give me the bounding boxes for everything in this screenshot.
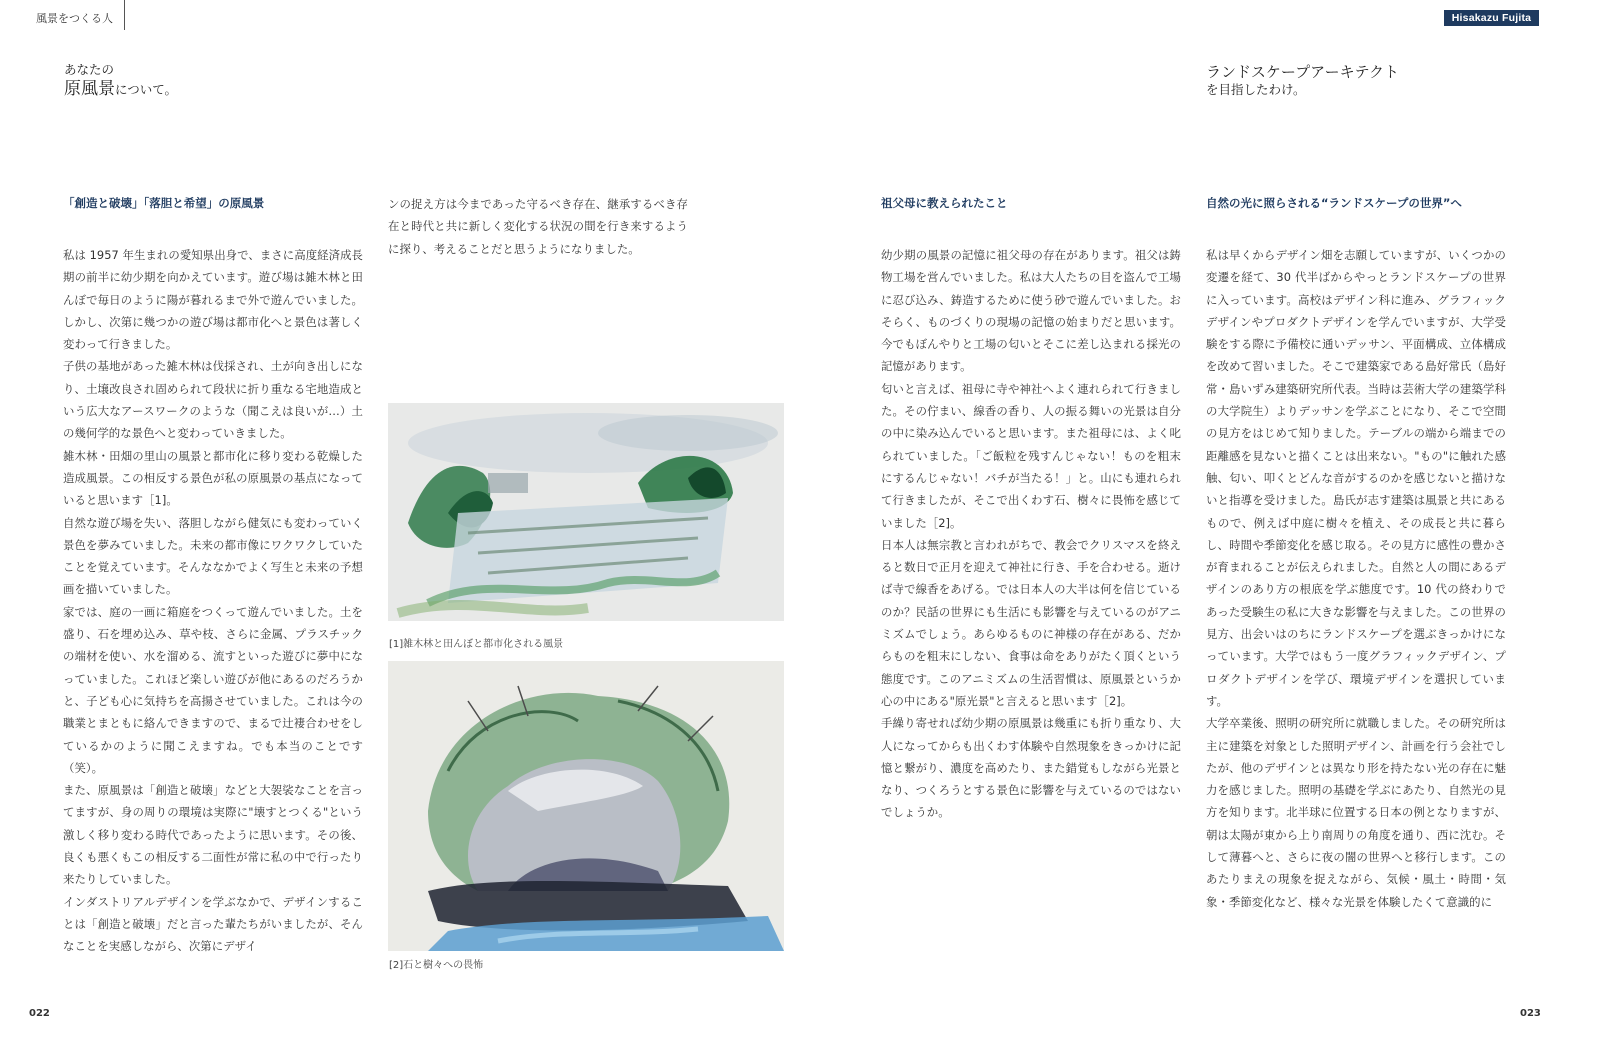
col4-body [1206,244,1506,913]
column-1 [63,196,363,958]
column-4 [1206,196,1506,913]
figure-2-caption: [2]石と樹々への畏怖 [389,960,484,971]
figure-stone-painting [388,661,784,951]
title-right-big: ランドスケープアーキテクト [1206,63,1400,81]
col1-paragraph: 雑木林・田畑の里山の風景と都市化に移り変わる乾燥した造成風景。この相反する景色が私の原風景の基点になっていると思います［1]。 [63,448,363,508]
col1-paragraph: インダストリアルデザインを学ぶなかで、デザインすることは「創造と破壊」だと言った輩たちがいましたが、そんなことを実感しながら、次第にデザイ [63,894,363,954]
page-title-right [1206,62,1399,98]
col1-body [63,244,363,958]
col4-heading: 自然の光に照らされる“ランドスケープの世界”へ [1206,196,1462,210]
col3-paragraph: 手繰り寄せれば幼少期の原風景は幾重にも折り重なり、大人になってからも出くわす体験や自然現象をきっかけに記憶と繋がり、濃度を高めたり、また錯覚もしながら光景となり、つくろうとする景色に影響を与えているのではないでしょうか。 [881,716,1181,820]
page-number-right: 023 [1520,1008,1541,1019]
figure-landscape-painting [388,403,784,621]
col2-paragraph: ンの捉え方は今まであった守るべき存在、継承するべき存在と時代と共に新しく変化する状況の間を行き来するように探り、考えることだと思うようになりました。 [388,197,688,256]
section-header [0,0,125,30]
col1-paragraph: 家では、庭の一画に箱庭をつくって遊んでいました。土を盛り、石を埋め込み、草や枝、さらに金属、プラスチックの端材を使い、水を溜める、流すといった遊びに夢中になっていました。これほど楽しい遊びが他にあるのだろうかと、子ども心に気持ちを高揚させていました。これは今の職業とまともに絡んできますので、まるで辻褄合わせをしているかのように聞こえますね。でも本当のことです（笑）。 [63,604,363,775]
page-number-left: 022 [29,1008,50,1019]
col4-paragraph: 大学卒業後、照明の研究所に就職しました。その研究所は主に建築を対象とした照明デザイン、計画を行う会社でしたが、他のデザインとは異なり形を持たない光の存在に魅力を感じました。照明の基礎を学ぶにあたり、自然光の見方を知ります。北半球に位置する日本の例となりますが、朝は太陽が東から上り南周りの角度を通り、西に沈む。そして薄暮へと、さらに夜の闇の世界へと移行します。このあたりまえの現象を捉えながら、気候・風土・時間・気象・季節変化など、様々な光景を体験したくて意識的に [1206,716,1506,909]
author-badge: Hisakazu Fujita [1444,10,1539,26]
col3-heading: 祖父母に教えられたこと [881,196,1008,210]
title-left-tail: について。 [115,82,178,97]
col1-paragraph: 私は 1957 年生まれの愛知県出身で、まさに高度経済成長期の前半に幼少期を向かえています。遊び場は雑木林と田んぼで毎日のように陽が暮れるまで外で遊んでいました。しかし、次第に幾つかの遊び場は都市化へと景色は著しく変わって行きました。 [63,248,363,352]
figure-1-caption: [1]雑木林と田んぼと都市化される風景 [389,639,564,650]
title-right-small: を目指したわけ。 [1206,82,1306,97]
col3-paragraph: 幼少期の風景の記憶に祖父母の存在があります。祖父は鋳物工場を営んでいました。私は大人たちの目を盗んで工場に忍び込み、鋳造するために使う砂で遊んでいました。おそらく、ものづくりの現場の記憶の始まりだと思います。今でもぼんやりと工場の匂いとそこに差し込まれる採光の記憶があります。 [881,248,1181,374]
column-3 [881,196,1181,824]
col3-body [881,244,1181,824]
col2-body [388,193,688,260]
section-label: 風景をつくる人 [36,12,113,25]
column-2 [388,193,688,260]
landscape-watercolor-image [388,403,784,621]
title-left-small: あなたの [64,62,115,77]
col1-heading: 「創造と破壊」「落胆と希望」の原風景 [63,196,265,210]
col3-paragraph: 日本人は無宗教と言われがちで、教会でクリスマスを終えると数日で正月を迎えて神社に行き、手を合わせる。逝けば寺で線香をあげる。では日本人の大半は何を信じているのか？民話の世界にも生活にも影響を与えているのがアニミズムでしょう。あらゆるものに神様の存在がある、だからものを粗末にしない、食事は命をありがたく頂くという態度です。このアニミズムの生活習慣は、原風景というか心の中にある"原光景"と言えると思います［2]。 [881,537,1181,708]
col1-paragraph: 自然な遊び場を失い、落胆しながら健気にも変わっていく景色を夢みていました。未来の都市像にワクワクしていたことを覚えています。そんななかでよく写生と未来の予想画を描いていました。 [63,515,363,597]
col1-paragraph: また、原風景は「創造と破壊」などと大袈裟なことを言ってますが、身の周りの環境は実際に"壊すとつくる"という激しく移り変わる時代であったように思います。その後、良くも悪くもこの相反する二面性が常に私の中で行ったり来たりしていました。 [63,783,363,887]
col1-paragraph: 子供の基地があった雑木林は伐採され、土が向き出しになり、土壌改良され固められて段状に折り重なる宅地造成という広大なアースワークのような（聞こえは良いが…）土の幾何学的な景色へと変わっていきました。 [63,359,363,441]
col3-paragraph: 匂いと言えば、祖母に寺や神社へよく連れられて行きました。その佇まい、線香の香り、人の振る舞いの光景は自分の中に染み込んでいると思います。また祖母には、よく叱られていました。「ご飯粒を残すんじゃない！ものを粗末にするんじゃない！バチが当たる！」と。山にも連れられて行きましたが、そこで出くわす石、樹々に畏怖を感じていました［2]。 [881,381,1181,530]
title-left-big: 原風景 [64,79,115,99]
stone-watercolor-image [388,661,784,951]
page-title-left [64,62,177,100]
col4-paragraph: 私は早くからデザイン畑を志願していますが、いくつかの変遷を経て、30 代半ばからやっとランドスケープの世界に入っています。高校はデザイン科に進み、グラフィックデザインやプロダクトデザインを学んでいますが、大学受験をする際に予備校に通いデッサン、平面構成、立体構成を改めて習いました。そこで建築家である島好常氏（島好常・島いずみ建築研究所代表。当時は芸術大学の建築学科の大学院生）よりデッサンを学ぶことになり、そこで空間の見方をはじめて知りました。テーブルの端から端までの距離感を見ないと描くことは出来ない。"もの"に触れた感触、匂い、叩くとどんな音がするのかを感じないと描けないと指導を受けました。島氏が志す建築は風景と共にあるもので、例えば中庭に樹々を植え、その成長と共に暮らし、時間や季節変化を感じ取る。その見方に感性の豊かさが育まれることが伝えられました。自然と人の間にあるデザインのあり方の根底を学ぶ態度です。10 代の終わりであった受験生の私に大きな影響を与えました。この世界の見方、出会いはのちにランドスケープを選ぶきっかけになっています。大学ではもう一度グラフィックデザイン、プロダクトデザインを学び、環境デザインを選択しています。 [1206,248,1506,708]
